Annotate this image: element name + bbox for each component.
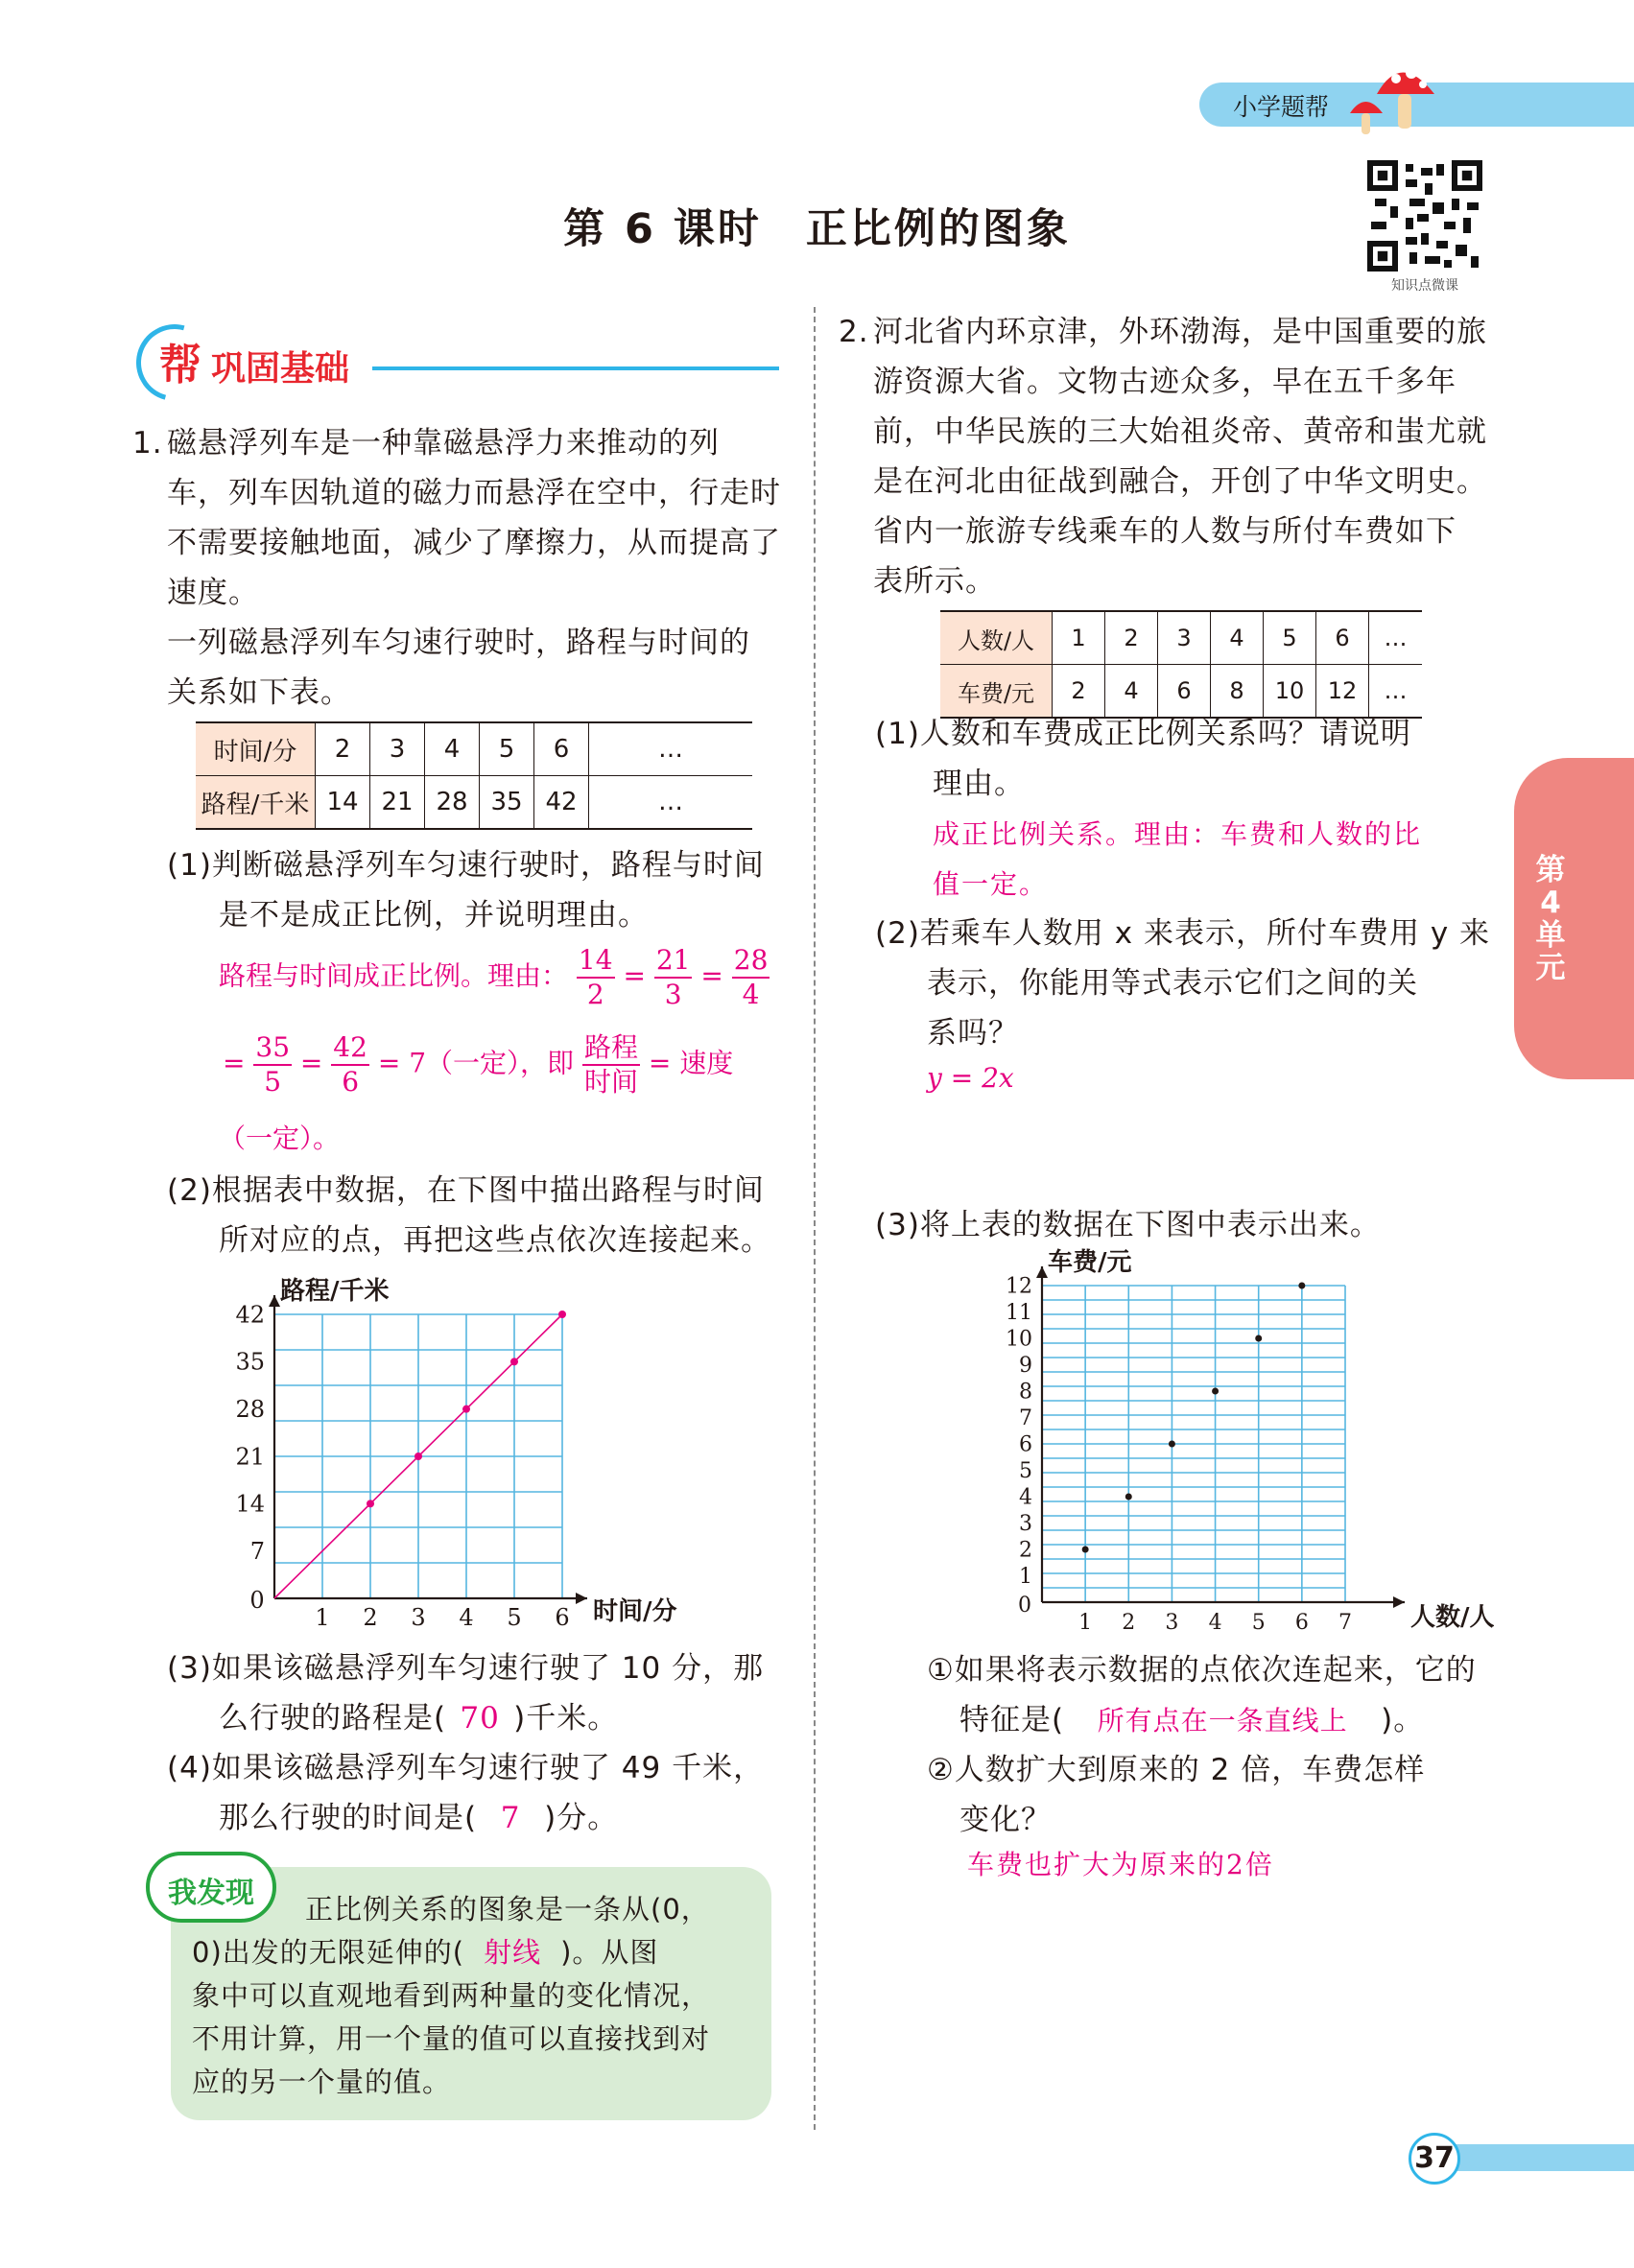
numerator: 42	[331, 1031, 369, 1066]
data-point	[1169, 1441, 1175, 1448]
table-cell: 10	[1264, 665, 1316, 719]
q2-s2-answer: y = 2x	[927, 1062, 1014, 1094]
q2-s1-0: (1)人数和车费成正比例关系吗？请说明	[875, 717, 1411, 751]
table-cell: 6	[1316, 611, 1369, 665]
q2-intro-2: 前，中华民族的三大始祖炎帝、黄帝和蚩尤就	[873, 414, 1487, 449]
text: )千米。	[513, 1701, 619, 1736]
q1-s1-answer-line3: （一定）。	[219, 1122, 341, 1154]
unit-side-tab	[1514, 758, 1634, 1079]
q1-intro-3: 速度。	[167, 576, 259, 610]
table-cell: 3	[1158, 611, 1211, 665]
q2-s2-2: 系吗？	[927, 1016, 1019, 1051]
table-cell: 2	[316, 722, 370, 776]
origin-label: 0	[249, 1587, 265, 1614]
page-number: 37	[1409, 2133, 1460, 2185]
x-tick-label: 6	[1294, 1611, 1309, 1635]
q1-s1-1: 是不是成正比例，并说明理由。	[219, 898, 649, 933]
table-cell: …	[1369, 611, 1423, 665]
answer-blank: 射线	[484, 1936, 542, 1969]
answer-text: = 7（一定），即	[377, 1047, 575, 1079]
table-row	[196, 776, 752, 830]
q2-intro-3: 是在河北由征战到融合，开创了中华文明史。	[873, 464, 1487, 499]
denominator: 2	[586, 979, 604, 1010]
q2-number: 2.	[839, 315, 869, 349]
data-point	[462, 1406, 470, 1413]
data-point	[510, 1358, 518, 1365]
x-axis-arrow-icon	[576, 1593, 587, 1604]
denominator: 4	[742, 979, 760, 1010]
discovery-line: 象中可以直观地看到两种量的变化情况，	[192, 1979, 711, 2012]
y-axis-arrow-icon	[1036, 1266, 1048, 1278]
discovery-badge-label: 我发现	[168, 1877, 254, 1910]
x-tick-label: 5	[507, 1604, 522, 1631]
q2-s2-1: 表示，你能用等式表示它们之间的关	[927, 966, 1418, 1001]
text: 0)出发的无限延伸的(	[192, 1936, 465, 1969]
y-tick-label: 5	[1019, 1459, 1032, 1484]
table-cell: …	[589, 722, 753, 776]
table-cell: 12	[1316, 665, 1369, 719]
q2-intro-5: 表所示。	[873, 564, 996, 599]
table-cell: 路程/千米	[196, 776, 316, 830]
table-cell: 21	[370, 776, 425, 830]
fraction	[331, 1031, 369, 1099]
fraction	[582, 1031, 640, 1099]
q1-intro-4: 一列磁悬浮列车匀速行驶时，路程与时间的	[167, 626, 750, 660]
y-tick-label: 12	[1006, 1274, 1032, 1299]
x-tick-label: 1	[315, 1604, 330, 1631]
fraction	[732, 944, 770, 1011]
q1-s2-1: 所对应的点，再把这些点依次连接起来。	[219, 1223, 771, 1258]
fraction	[253, 1031, 292, 1099]
table-cell: 车费/元	[940, 665, 1053, 719]
q1-s1-answer-line1	[219, 944, 770, 1011]
table-cell: 2	[1105, 611, 1158, 665]
x-tick-label: 2	[1122, 1611, 1136, 1635]
y-tick-label: 21	[235, 1443, 265, 1471]
table-cell: 时间/分	[196, 722, 316, 776]
x-tick-label: 4	[459, 1604, 474, 1631]
origin-label: 0	[1018, 1594, 1031, 1618]
numerator: 28	[732, 944, 770, 979]
section-label: 巩固基础	[211, 349, 350, 389]
x-axis-label: 时间/分	[593, 1597, 677, 1626]
denominator: 3	[664, 979, 682, 1010]
equals: =	[223, 1047, 246, 1079]
table-cell: …	[589, 776, 753, 830]
q1-s4-0: (4)如果该磁悬浮列车匀速行驶了 49 千米，	[167, 1751, 765, 1785]
brand-text: 小学题帮	[1233, 93, 1330, 121]
y-tick-label: 4	[1019, 1485, 1032, 1510]
y-tick-label: 11	[1006, 1301, 1032, 1326]
q1-s3-0: (3)如果该磁悬浮列车匀速行驶了 10 分，那	[167, 1651, 765, 1686]
x-axis-arrow-icon	[1393, 1596, 1405, 1608]
text: )。	[1381, 1703, 1425, 1737]
y-tick-label: 10	[1006, 1327, 1032, 1352]
qr-code-icon[interactable]	[1367, 160, 1482, 272]
q2-table	[940, 610, 1422, 719]
unit-side-tab-label: 第4单元	[1535, 853, 1566, 985]
q2-s2-0: (2)若乘车人数用 x 来表示，所付车费用 y 来	[875, 916, 1491, 951]
q2-c2-0: ②人数扩大到原来的 2 倍，车费怎样	[927, 1753, 1426, 1787]
fraction	[577, 944, 615, 1011]
q2-intro-4: 省内一旅游专线乘车的人数与所付车费如下	[873, 514, 1456, 549]
data-point	[1082, 1547, 1089, 1553]
x-tick-label: 4	[1208, 1611, 1222, 1635]
q1-number: 1.	[132, 426, 163, 461]
y-axis-label: 车费/元	[1048, 1248, 1132, 1277]
answer-blank: 7	[500, 1801, 521, 1835]
qr-caption: 知识点微课	[1391, 278, 1458, 294]
q1-intro-0: 磁悬浮列车是一种靠磁悬浮力来推动的列	[167, 426, 720, 461]
data-point	[1125, 1494, 1132, 1500]
data-point	[1298, 1283, 1305, 1289]
y-tick-label: 3	[1019, 1512, 1032, 1537]
q2-c1-1	[959, 1696, 1424, 1745]
text: )。从图	[560, 1936, 659, 1969]
data-point	[1212, 1388, 1219, 1395]
q1-intro-2: 不需要接触地面，减少了摩擦力，从而提高了	[167, 526, 781, 560]
table-cell: 4	[1105, 665, 1158, 719]
numerator: 路程	[582, 1031, 640, 1066]
q1-table	[196, 721, 752, 830]
section-divider	[372, 366, 779, 370]
table-cell: 6	[1158, 665, 1211, 719]
x-tick-label: 1	[1078, 1611, 1093, 1635]
q1-s1-0: (1)判断磁悬浮列车匀速行驶时，路程与时间	[167, 848, 765, 883]
q2-c1-0: ①如果将表示数据的点依次连起来，它的	[927, 1653, 1477, 1688]
x-tick-label: 2	[363, 1604, 378, 1631]
table-cell: 5	[1264, 611, 1316, 665]
table-row	[196, 722, 752, 776]
q1-s2-0: (2)根据表中数据，在下图中描出路程与时间	[167, 1173, 765, 1208]
y-tick-label: 9	[1019, 1354, 1032, 1379]
text: 特征是(	[959, 1703, 1065, 1737]
x-tick-label: 5	[1251, 1611, 1266, 1635]
y-tick-label: 8	[1019, 1380, 1032, 1405]
q2-c2-answer: 车费也扩大为原来的2倍	[967, 1849, 1274, 1880]
y-tick-label: 14	[235, 1490, 265, 1518]
table-cell: 8	[1211, 665, 1264, 719]
denominator: 6	[342, 1066, 360, 1098]
table-cell: 6	[534, 722, 589, 776]
y-tick-label: 28	[235, 1396, 265, 1424]
y-tick-label: 6	[1019, 1432, 1032, 1457]
table-cell: 2	[1053, 665, 1105, 719]
data-point	[1255, 1335, 1262, 1342]
x-tick-label: 3	[1165, 1611, 1179, 1635]
table-cell: 35	[480, 776, 534, 830]
q1-intro-1: 车，列车因轨道的磁力而悬浮在空中，行走时	[167, 476, 781, 510]
equals: =	[623, 959, 646, 992]
table-cell: 1	[1053, 611, 1105, 665]
y-tick-label: 35	[235, 1348, 265, 1376]
text: )分。	[544, 1801, 619, 1835]
y-tick-label: 2	[1019, 1538, 1032, 1563]
discovery-text	[192, 1888, 768, 2104]
data-point	[414, 1453, 422, 1460]
y-tick-label: 7	[1019, 1406, 1032, 1431]
x-axis-label: 人数/人	[1410, 1603, 1495, 1632]
table-cell: 4	[425, 722, 480, 776]
y-axis-arrow-icon	[269, 1295, 280, 1307]
table-cell: 5	[480, 722, 534, 776]
q1-s4-1	[219, 1794, 618, 1843]
q2-s1-answer-0: 成正比例关系。理由：车费和人数的比	[933, 818, 1423, 850]
q1-intro-5: 关系如下表。	[167, 675, 351, 710]
section-mark: 帮	[159, 341, 201, 390]
y-tick-label: 7	[249, 1538, 265, 1566]
answer-blank: 70	[460, 1701, 500, 1736]
x-tick-label: 3	[411, 1604, 426, 1631]
column-divider	[814, 307, 816, 2130]
q1-s3-1	[219, 1694, 618, 1743]
table-row	[940, 611, 1422, 665]
table-cell: 3	[370, 722, 425, 776]
fraction	[654, 944, 693, 1011]
fare-people-chart	[988, 1247, 1495, 1641]
text: 那么行驶的时间是(	[219, 1801, 478, 1835]
equals: =	[299, 1047, 323, 1079]
q1-s1-answer-line2	[223, 1031, 733, 1099]
discovery-line: 正比例关系的图象是一条从(0，	[305, 1893, 710, 1925]
denominator: 时间	[583, 1066, 638, 1098]
table-cell: 14	[316, 776, 370, 830]
page-title: 第 6 课时 正比例的图象	[563, 205, 1071, 253]
q2-intro-1: 游资源大省。文物古迹众多，早在五千多年	[873, 365, 1456, 399]
denominator: 5	[264, 1066, 282, 1098]
q2-s1-1: 理由。	[933, 767, 1025, 801]
table-cell: 人数/人	[940, 611, 1053, 665]
y-tick-label: 42	[235, 1301, 265, 1329]
data-point	[367, 1500, 374, 1507]
y-tick-label: 1	[1019, 1565, 1032, 1590]
answer-blank: 所有点在一条直线上	[1097, 1705, 1348, 1736]
answer-text: 路程与时间成正比例。理由：	[219, 959, 569, 992]
data-point	[558, 1311, 566, 1318]
equals: =	[700, 959, 723, 992]
x-tick-label: 6	[555, 1604, 570, 1631]
q2-s3: (3)将上表的数据在下图中表示出来。	[875, 1208, 1381, 1242]
y-axis-label: 路程/千米	[280, 1277, 390, 1306]
q2-c2-1: 变化？	[959, 1803, 1052, 1837]
table-cell: 4	[1211, 611, 1264, 665]
table-cell: 28	[425, 776, 480, 830]
discovery-line: 不用计算，用一个量的值可以直接找到对	[192, 2022, 711, 2055]
answer-text: = 速度	[648, 1047, 734, 1079]
text: 么行驶的路程是(	[219, 1701, 447, 1736]
table-cell: 42	[534, 776, 589, 830]
discovery-line	[192, 1931, 768, 1974]
discovery-line: 应的另一个量的值。	[192, 2066, 452, 2098]
numerator: 21	[654, 944, 693, 979]
x-tick-label: 7	[1338, 1611, 1352, 1635]
numerator: 35	[253, 1031, 292, 1066]
q2-s1-answer-1: 值一定。	[933, 868, 1049, 900]
q2-intro-0: 河北省内环京津，外环渤海，是中国重要的旅	[873, 315, 1487, 349]
numerator: 14	[577, 944, 615, 979]
distance-time-chart	[221, 1266, 700, 1650]
table-cell: …	[1369, 665, 1423, 719]
mushroom-icon	[1348, 56, 1454, 142]
